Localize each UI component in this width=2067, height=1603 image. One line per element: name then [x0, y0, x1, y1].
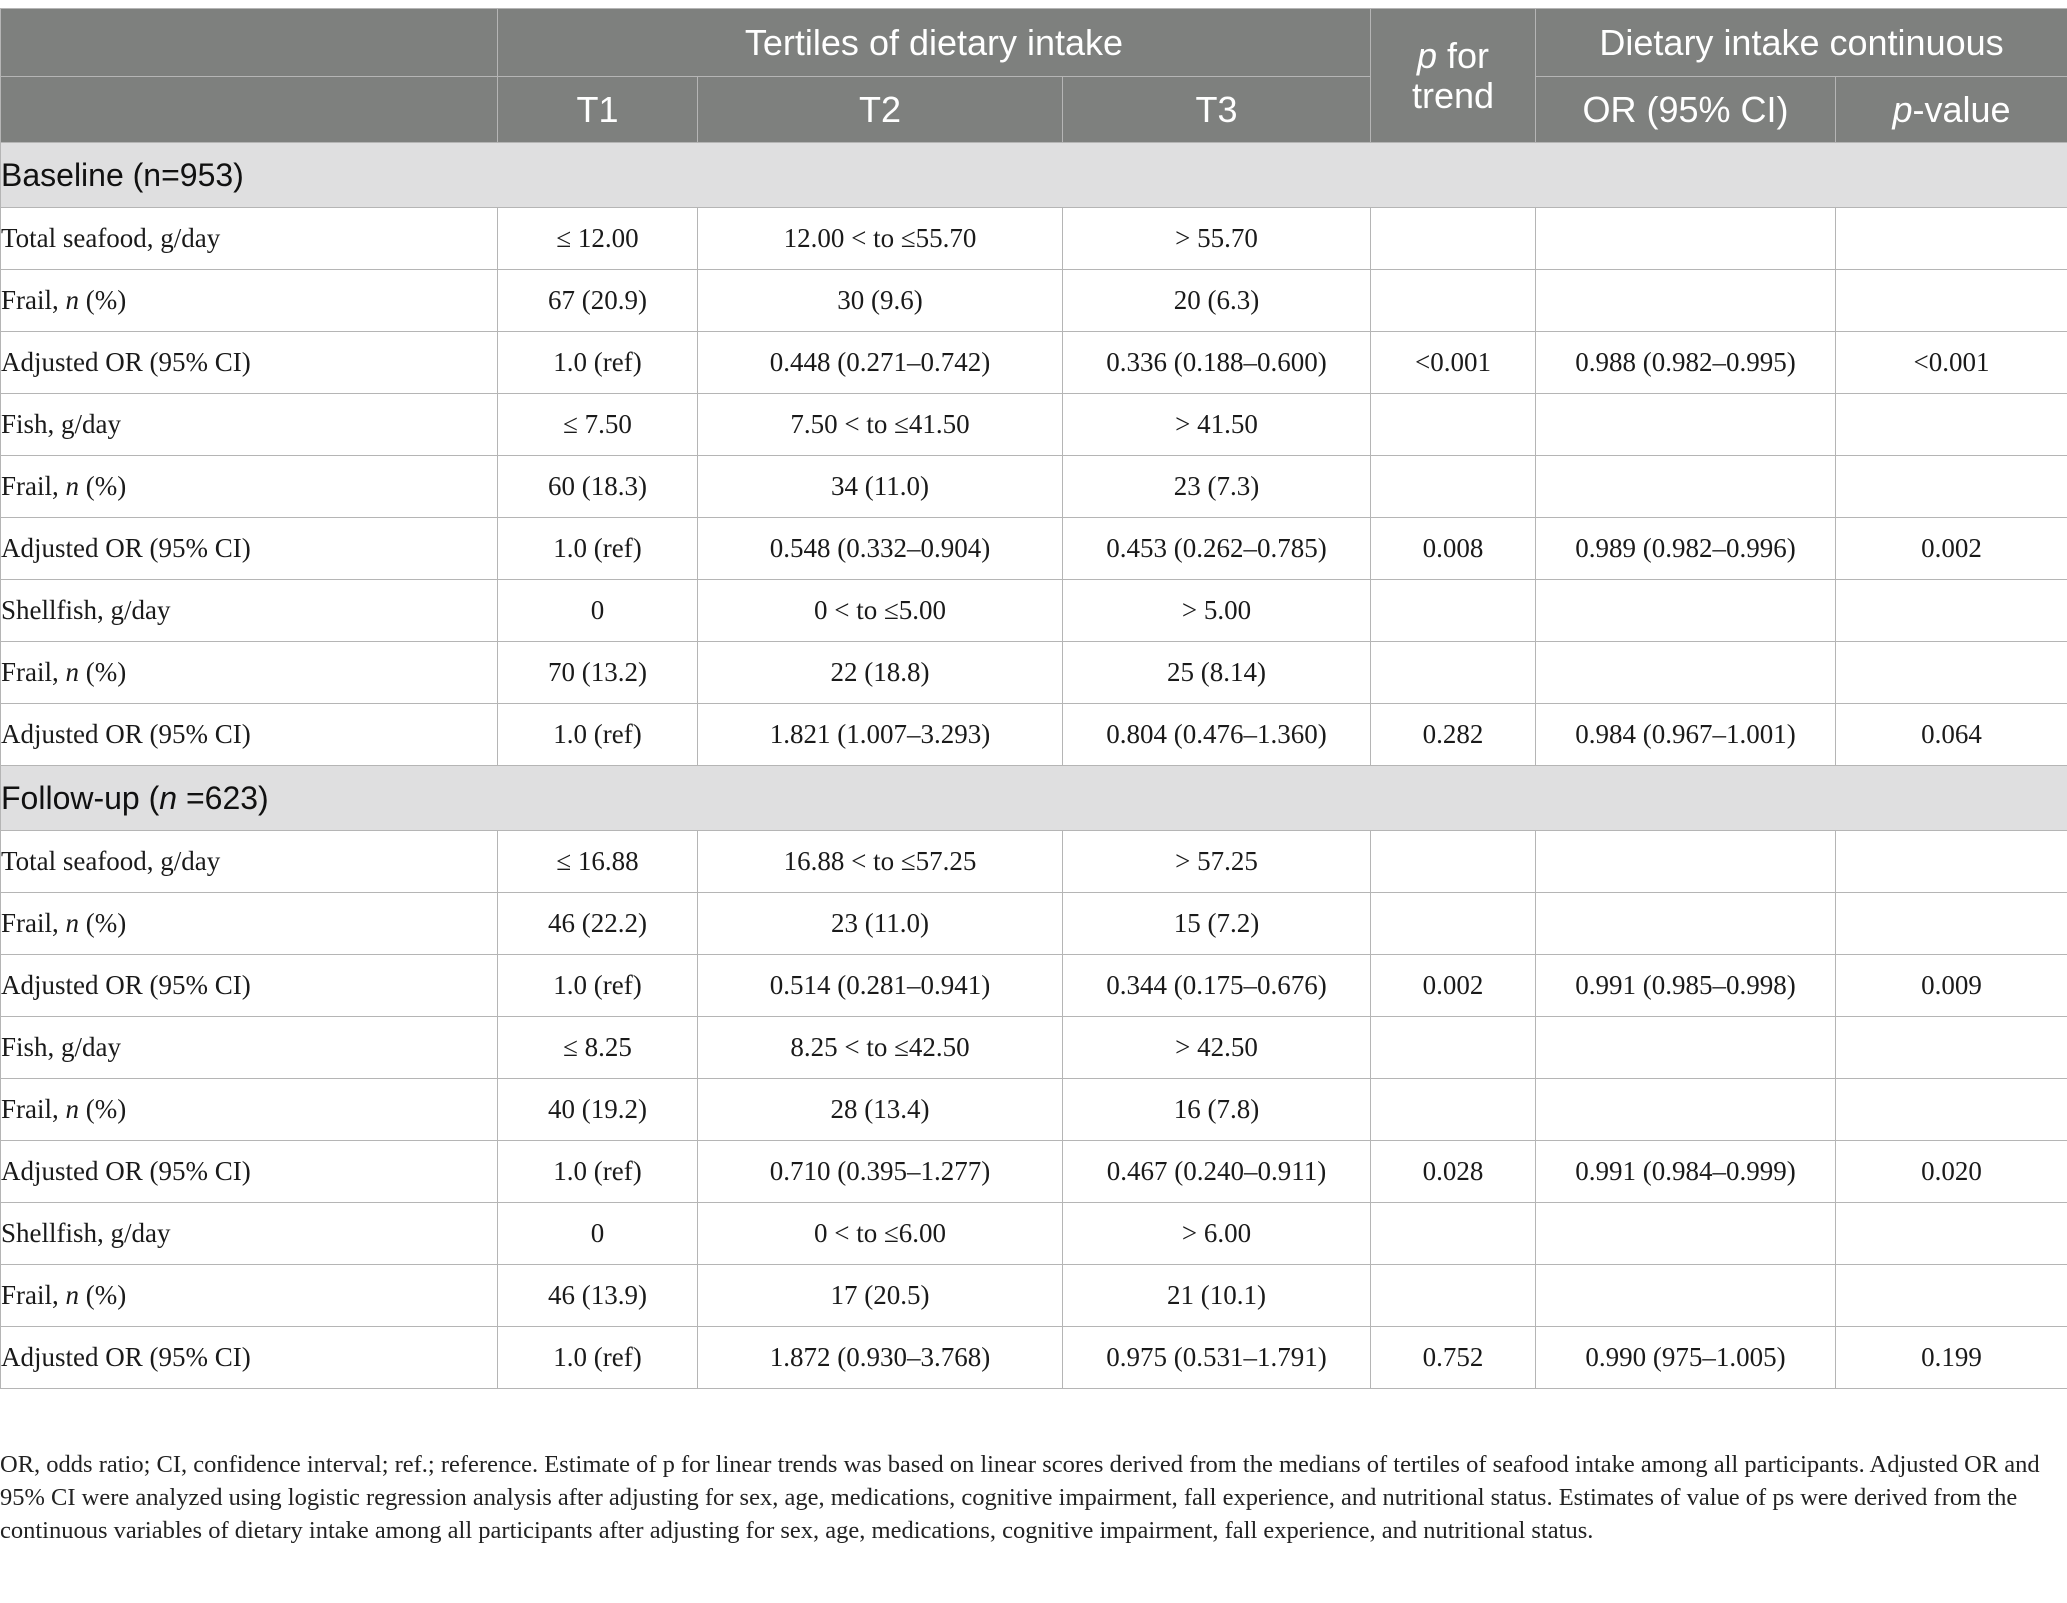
range-t2: 0 < to ≤5.00	[698, 580, 1063, 642]
p-trend-value: 0.282	[1371, 704, 1536, 766]
empty-cell	[1371, 893, 1536, 955]
empty-cell	[1371, 1079, 1536, 1141]
p-trend-value: <0.001	[1371, 332, 1536, 394]
header-or: OR (95% CI)	[1536, 77, 1836, 143]
empty-cell	[1836, 456, 2067, 518]
empty-cell	[1371, 831, 1536, 893]
range-t2: 16.88 < to ≤57.25	[698, 831, 1063, 893]
header-row-2	[1, 77, 2067, 143]
range-t2: 8.25 < to ≤42.50	[698, 1017, 1063, 1079]
table-row	[1, 831, 2067, 893]
empty-cell	[1836, 580, 2067, 642]
empty-cell	[1536, 1265, 1836, 1327]
empty-cell	[1836, 270, 2067, 332]
or-t2: 1.872 (0.930–3.768)	[698, 1327, 1063, 1389]
p-value: 0.020	[1836, 1141, 2067, 1203]
empty-cell	[1836, 642, 2067, 704]
frail-t1: 60 (18.3)	[498, 456, 698, 518]
food-label: Total seafood, g/day	[1, 831, 498, 893]
frail-t3: 20 (6.3)	[1063, 270, 1371, 332]
empty-cell	[1536, 456, 1836, 518]
range-t3: > 6.00	[1063, 1203, 1371, 1265]
header-pvalue-text: -value	[1912, 88, 2011, 130]
frail-label-italic: n	[65, 1094, 79, 1124]
frail-t2: 28 (13.4)	[698, 1079, 1063, 1141]
section-title-italic: n	[159, 779, 178, 816]
range-t1: 0	[498, 580, 698, 642]
range-t1: ≤ 8.25	[498, 1017, 698, 1079]
frail-label-italic: n	[65, 471, 79, 501]
header-pvalue-italic: p	[1892, 88, 1913, 130]
or-continuous: 0.991 (0.984–0.999)	[1536, 1141, 1836, 1203]
empty-cell	[1836, 1017, 2067, 1079]
adjusted-or-label: Adjusted OR (95% CI)	[1, 1327, 498, 1389]
food-label: Fish, g/day	[1, 394, 498, 456]
header-continuous: Dietary intake continuous	[1536, 9, 2067, 77]
p-value: 0.002	[1836, 518, 2067, 580]
section-title-text: Follow-up (	[1, 779, 160, 816]
table-row	[1, 456, 2067, 518]
frail-label	[1, 456, 498, 518]
empty-cell	[1836, 1079, 2067, 1141]
p-value: <0.001	[1836, 332, 2067, 394]
or-t3: 0.344 (0.175–0.676)	[1063, 955, 1371, 1017]
or-t3: 0.975 (0.531–1.791)	[1063, 1327, 1371, 1389]
frail-label-suffix: (%)	[79, 471, 127, 501]
empty-cell	[1536, 394, 1836, 456]
table-row	[1, 580, 2067, 642]
frail-label-suffix: (%)	[79, 908, 127, 938]
empty-cell	[1836, 1203, 2067, 1265]
frail-t3: 23 (7.3)	[1063, 456, 1371, 518]
or-t3: 0.804 (0.476–1.360)	[1063, 704, 1371, 766]
table-row	[1, 518, 2067, 580]
table-row	[1, 955, 2067, 1017]
frail-t2: 23 (11.0)	[698, 893, 1063, 955]
empty-cell	[1371, 456, 1536, 518]
header-p-trend	[1371, 9, 1536, 143]
empty-cell	[1536, 270, 1836, 332]
or-t1: 1.0 (ref)	[498, 332, 698, 394]
table-row	[1, 1327, 2067, 1389]
table-row	[1, 394, 2067, 456]
empty-cell	[1371, 394, 1536, 456]
section-row	[1, 766, 2067, 831]
table-row	[1, 1017, 2067, 1079]
adjusted-or-label: Adjusted OR (95% CI)	[1, 332, 498, 394]
empty-cell	[1836, 831, 2067, 893]
or-t3: 0.467 (0.240–0.911)	[1063, 1141, 1371, 1203]
frail-t1: 67 (20.9)	[498, 270, 698, 332]
empty-cell	[1536, 831, 1836, 893]
empty-cell	[1371, 208, 1536, 270]
frail-label-text: Frail,	[1, 908, 66, 938]
header-p-trend-italic: p	[1416, 34, 1438, 76]
p-trend-value: 0.008	[1371, 518, 1536, 580]
empty-cell	[1371, 1017, 1536, 1079]
p-trend-value: 0.002	[1371, 955, 1536, 1017]
frail-t1: 40 (19.2)	[498, 1079, 698, 1141]
header-pvalue	[1836, 77, 2067, 143]
header-corner	[1, 9, 498, 77]
frail-label	[1, 642, 498, 704]
p-value: 0.064	[1836, 704, 2067, 766]
empty-cell	[1536, 893, 1836, 955]
frail-t1: 46 (22.2)	[498, 893, 698, 955]
frail-label-italic: n	[65, 908, 79, 938]
empty-cell	[1371, 270, 1536, 332]
or-t1: 1.0 (ref)	[498, 518, 698, 580]
or-t2: 0.548 (0.332–0.904)	[698, 518, 1063, 580]
header-corner-2	[1, 77, 498, 143]
frail-label	[1, 893, 498, 955]
section-title-text: Baseline (n=953)	[1, 156, 244, 193]
frail-t2: 34 (11.0)	[698, 456, 1063, 518]
frail-label-text: Frail,	[1, 285, 66, 315]
range-t1: ≤ 16.88	[498, 831, 698, 893]
or-t2: 0.710 (0.395–1.277)	[698, 1141, 1063, 1203]
range-t2: 12.00 < to ≤55.70	[698, 208, 1063, 270]
adjusted-or-label: Adjusted OR (95% CI)	[1, 518, 498, 580]
header-t1: T1	[498, 77, 698, 143]
adjusted-or-label: Adjusted OR (95% CI)	[1, 1141, 498, 1203]
table-row	[1, 1265, 2067, 1327]
p-value: 0.009	[1836, 955, 2067, 1017]
frail-t2: 30 (9.6)	[698, 270, 1063, 332]
or-continuous: 0.988 (0.982–0.995)	[1536, 332, 1836, 394]
table-row	[1, 642, 2067, 704]
range-t3: > 42.50	[1063, 1017, 1371, 1079]
table-footnote: OR, odds ratio; CI, confidence interval; ref.; reference. Estimate of p for linear trends was based on linear scores derived from the medians of tertiles of seafood intake among all participants. Adjusted OR and 95% CI were analyzed using logistic regression analysis after adjusting for sex, age, medications, cognitive impairment, fall experience, and nutritional status. Estimates of value of ps were derived from the continuous variables of dietary intake among all participants after adjusting for sex, age, medications, cognitive impairment, fall experience, and nutritional status.	[0, 1451, 2040, 1544]
section-title-suffix: =623)	[177, 779, 269, 816]
header-p-trend-text: for trend	[1411, 34, 1495, 116]
header-t2: T2	[698, 77, 1063, 143]
or-continuous: 0.984 (0.967–1.001)	[1536, 704, 1836, 766]
frail-t1: 70 (13.2)	[498, 642, 698, 704]
empty-cell	[1836, 893, 2067, 955]
or-continuous: 0.989 (0.982–0.996)	[1536, 518, 1836, 580]
empty-cell	[1536, 1017, 1836, 1079]
empty-cell	[1836, 1265, 2067, 1327]
header-t3: T3	[1063, 77, 1371, 143]
or-t2: 1.821 (1.007–3.293)	[698, 704, 1063, 766]
empty-cell	[1371, 1265, 1536, 1327]
or-t1: 1.0 (ref)	[498, 1327, 698, 1389]
empty-cell	[1536, 642, 1836, 704]
section-title	[1, 766, 2067, 831]
adjusted-or-label: Adjusted OR (95% CI)	[1, 704, 498, 766]
header-tertiles: Tertiles of dietary intake	[498, 9, 1371, 77]
p-trend-value: 0.028	[1371, 1141, 1536, 1203]
frail-label-text: Frail,	[1, 1094, 66, 1124]
empty-cell	[1536, 580, 1836, 642]
empty-cell	[1371, 580, 1536, 642]
or-t3: 0.453 (0.262–0.785)	[1063, 518, 1371, 580]
frail-label-suffix: (%)	[79, 285, 127, 315]
frail-label-text: Frail,	[1, 471, 66, 501]
table-body	[1, 143, 2067, 1389]
table-row	[1, 893, 2067, 955]
section-row	[1, 143, 2067, 208]
adjusted-or-label: Adjusted OR (95% CI)	[1, 955, 498, 1017]
frail-label-italic: n	[65, 285, 79, 315]
frail-label-suffix: (%)	[79, 657, 127, 687]
food-label: Shellfish, g/day	[1, 1203, 498, 1265]
range-t1: ≤ 7.50	[498, 394, 698, 456]
or-t2: 0.448 (0.271–0.742)	[698, 332, 1063, 394]
or-t3: 0.336 (0.188–0.600)	[1063, 332, 1371, 394]
empty-cell	[1536, 208, 1836, 270]
or-t1: 1.0 (ref)	[498, 704, 698, 766]
or-t1: 1.0 (ref)	[498, 1141, 698, 1203]
table-row	[1, 208, 2067, 270]
range-t1: ≤ 12.00	[498, 208, 698, 270]
table-row	[1, 704, 2067, 766]
frail-label-italic: n	[65, 1280, 79, 1310]
section-title	[1, 143, 2067, 208]
empty-cell	[1371, 1203, 1536, 1265]
frail-label-text: Frail,	[1, 1280, 66, 1310]
frail-t3: 15 (7.2)	[1063, 893, 1371, 955]
header-row-1	[1, 9, 2067, 77]
table-row	[1, 1203, 2067, 1265]
results-table	[0, 8, 2067, 1389]
empty-cell	[1371, 642, 1536, 704]
empty-cell	[1536, 1079, 1836, 1141]
food-label: Shellfish, g/day	[1, 580, 498, 642]
table-row	[1, 1141, 2067, 1203]
empty-cell	[1836, 208, 2067, 270]
frail-label-suffix: (%)	[79, 1094, 127, 1124]
frail-t2: 17 (20.5)	[698, 1265, 1063, 1327]
frail-label	[1, 1079, 498, 1141]
or-continuous: 0.990 (975–1.005)	[1536, 1327, 1836, 1389]
frail-t1: 46 (13.9)	[498, 1265, 698, 1327]
table-row	[1, 1079, 2067, 1141]
table-row	[1, 270, 2067, 332]
range-t3: > 5.00	[1063, 580, 1371, 642]
frail-label-suffix: (%)	[79, 1280, 127, 1310]
table-row	[1, 332, 2067, 394]
range-t2: 7.50 < to ≤41.50	[698, 394, 1063, 456]
frail-t3: 25 (8.14)	[1063, 642, 1371, 704]
or-t1: 1.0 (ref)	[498, 955, 698, 1017]
frail-label	[1, 270, 498, 332]
food-label: Fish, g/day	[1, 1017, 498, 1079]
food-label: Total seafood, g/day	[1, 208, 498, 270]
range-t3: > 57.25	[1063, 831, 1371, 893]
range-t3: > 55.70	[1063, 208, 1371, 270]
or-continuous: 0.991 (0.985–0.998)	[1536, 955, 1836, 1017]
range-t2: 0 < to ≤6.00	[698, 1203, 1063, 1265]
p-value: 0.199	[1836, 1327, 2067, 1389]
frail-label	[1, 1265, 498, 1327]
frail-t3: 16 (7.8)	[1063, 1079, 1371, 1141]
range-t1: 0	[498, 1203, 698, 1265]
or-t2: 0.514 (0.281–0.941)	[698, 955, 1063, 1017]
empty-cell	[1836, 394, 2067, 456]
empty-cell	[1536, 1203, 1836, 1265]
range-t3: > 41.50	[1063, 394, 1371, 456]
frail-t3: 21 (10.1)	[1063, 1265, 1371, 1327]
frail-label-italic: n	[65, 657, 79, 687]
frail-t2: 22 (18.8)	[698, 642, 1063, 704]
frail-label-text: Frail,	[1, 657, 66, 687]
p-trend-value: 0.752	[1371, 1327, 1536, 1389]
